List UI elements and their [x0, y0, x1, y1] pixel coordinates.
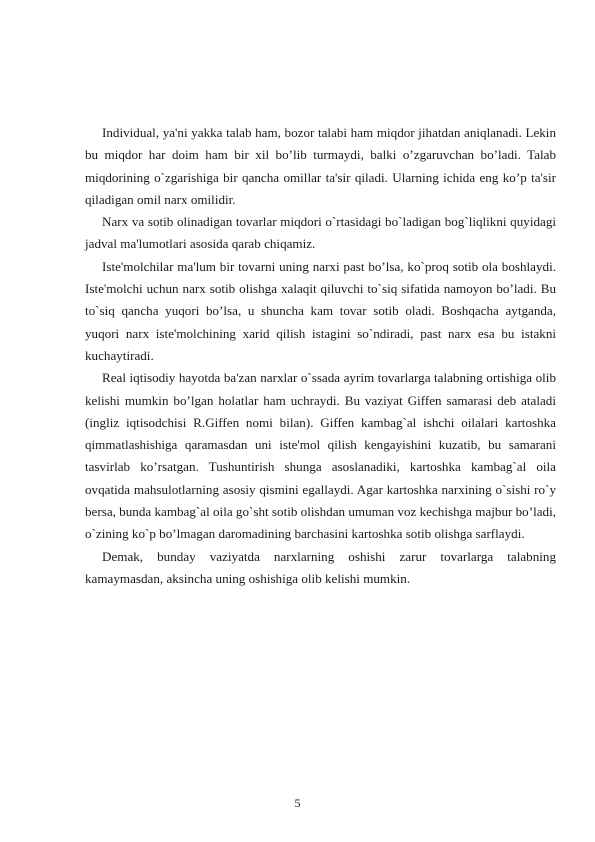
- paragraph-price-quantity: Narx va sotib olinadigan tovarlar miqdori o`rtasidagi bo`ladigan bog`liqlikni quyidagi jadval ma'lumotlari asosida qarab chiqamiz.: [85, 214, 556, 252]
- page-number: 5: [294, 796, 301, 810]
- paragraph-individual-demand: Individual, ya'ni yakka talab ham, bozor talabi ham miqdor jihatdan aniqlanadi. Lekin bu miqdor har doim ham bir xil bo’lib turmaydi, balki o’zgaruvchan bo’ladi. Talab miqdorining o`zgarishiga bir qancha omillar ta'sir qiladi. Ularning ichida eng ko’p ta'sir qiladigan omil narx omilidir.: [85, 125, 556, 207]
- body-text: [85, 122, 556, 590]
- paragraph-conclusion: Demak, bunday vaziyatda narxlarning oshishi zarur tovarlarga talabning kamaymasdan, aksincha uning oshishiga olib kelishi mumkin.: [85, 548, 556, 586]
- paragraph-giffen-effect: Real iqtisodiy hayotda ba'zan narxlar o`ssada ayrim tovarlarga talabning ortishiga olib kelishi mumkin bo’lgan holatlar ham uchraydi. Bu vaziyat Giffen samarasi deb ataladi (ingliz iqtisodchisi R.Giffen nomi bilan). Giffen kambag`al ishchi oilalari kartoshka qimmatlashishiga qaramasdan uni iste'mol qilish kengayishini kuzatib, bu samarani tasvirlab ko’rsatgan. Tushuntirish shunga asoslanadiki, kartoshka kambag`al oila ovqatida mahsulotlarning asosiy qismini egallaydi. Agar kartoshka narxining o`sishi ro`y bersa, bunda kambag`al oila go`sht sotib olishdan umuman voz kechishga majbur bo’ladi, o`zining ko`p bo’lmagan daromadining barchasini kartoshka sotib olishga sarflaydi.: [85, 370, 556, 542]
- paragraph-consumer-price: Iste'molchilar ma'lum bir tovarni uning narxi past bo’lsa, ko`proq sotib ola boshlaydi. Iste'molchi uchun narx sotib olishga xalaqit qiluvchi to`siq sifatida namoyon bo’ladi. Bu to`siq qancha yuqori bo’lsa, u shuncha kam tovar sotib oladi. Boshqacha aytganda, yuqori narx iste'molchining xarid qilish istagini so`ndiradi, past narx esa bu istakni kuchaytiradi.: [85, 258, 556, 363]
